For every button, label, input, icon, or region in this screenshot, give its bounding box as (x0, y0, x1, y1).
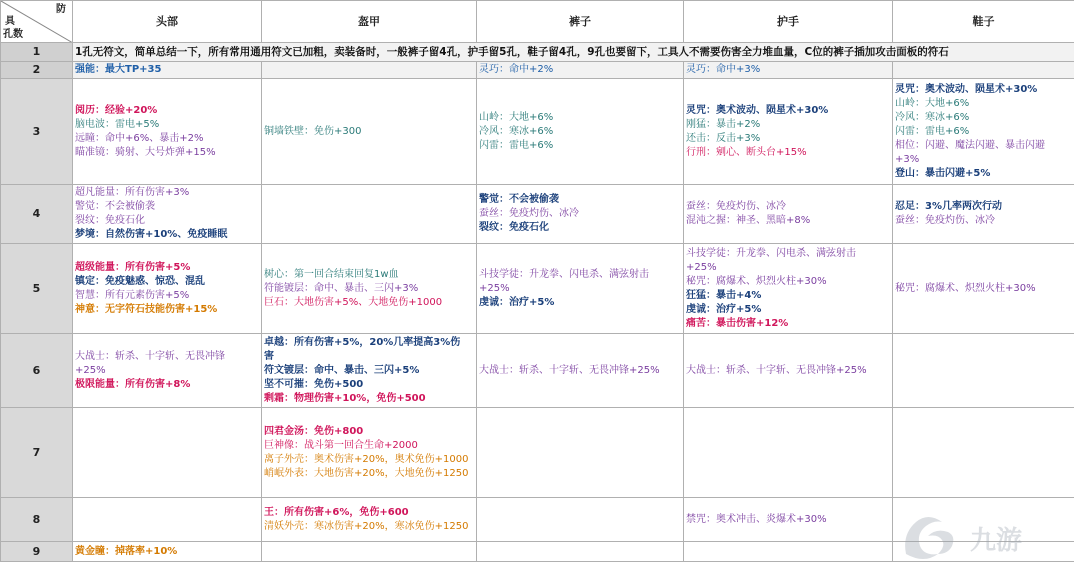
cell-head (73, 408, 262, 498)
cell-shoes (893, 334, 1074, 408)
corner-cell (1, 1, 73, 43)
rune-entry: 山岭：大地+6% (895, 97, 970, 109)
cell-armor (262, 408, 477, 498)
row-number: 2 (1, 62, 73, 79)
rune-entry: 虔诚：治疗+5% (686, 303, 762, 315)
rune-entry: 瞄准镜：骑射、大号炸弹+15% (75, 146, 216, 158)
col-header-head: 头部 (73, 1, 262, 43)
cell-gloves (684, 498, 893, 542)
rune-entry: +25% (479, 282, 510, 294)
table-row (1, 334, 1074, 408)
cell-shoes (893, 408, 1074, 498)
rune-entry: 符文镀层：命中、暴击、三闪+5% (264, 364, 420, 376)
rune-entry: 虔诚：治疗+5% (479, 296, 555, 308)
col-header-gloves: 护手 (684, 1, 893, 43)
rune-entry: 王：所有伤害+6%，免伤+600 (264, 506, 409, 518)
cell-armor (262, 62, 477, 79)
rune-entry: 秘咒：腐爆术、炽烈火柱+30% (686, 275, 827, 287)
table-row (1, 62, 1074, 79)
cell-head (73, 542, 262, 562)
rune-entry: 铜墙铁壁：免伤+300 (264, 125, 362, 137)
rune-entry: 灵巧：命中+2% (479, 64, 554, 75)
col-header-shoes: 鞋子 (893, 1, 1074, 43)
rune-entry: 警觉：不会被偷袭 (479, 194, 559, 205)
rune-entry: +25% (686, 261, 717, 273)
cell-gloves (684, 185, 893, 244)
rune-entry: 灵巧：命中+3% (686, 64, 761, 75)
row-number: 5 (1, 244, 73, 334)
cell-head (73, 244, 262, 334)
col-header-armor: 盔甲 (262, 1, 477, 43)
row-number: 9 (1, 542, 73, 562)
rune-entry: +3% (895, 153, 920, 165)
rune-entry: 远瞳：命中+6%、暴击+2% (75, 132, 204, 144)
rune-entry: 狂猛：暴击+4% (686, 289, 762, 301)
rune-entry: 坚不可摧：免伤+500 (264, 378, 364, 390)
row-number: 7 (1, 408, 73, 498)
rune-entry: 大战士：斩杀、十字斩、无畏冲锋+25% (686, 364, 867, 376)
cell-shoes (893, 244, 1074, 334)
summary-note: 1孔无符文，简单总结一下，所有常用通用符文已加粗，卖装备时，一般裤子留4孔，护手留5孔，鞋子留4孔，9孔也要留下，工具人不需要伤害全力堆血量，C位的裤子插加攻击面板的符石 (73, 43, 1074, 62)
rune-entry: 闪雷：雷电+6% (479, 139, 554, 151)
cell-pants (477, 408, 684, 498)
cell-gloves (684, 542, 893, 562)
rune-entry: 裂纹：免疫石化 (479, 222, 549, 233)
rune-entry: 斗技学徒：升龙拳、闪电杀、满弦射击 (479, 268, 649, 280)
rune-entry: 超级能量：所有伤害+5% (75, 261, 191, 273)
rune-entry: 秘咒：腐爆术、炽烈火柱+30% (895, 282, 1036, 294)
header-row (1, 1, 1074, 43)
rune-entry: 行刑：剜心、断头台+15% (686, 146, 807, 158)
jiuyou-logo-icon (898, 514, 1068, 562)
cell-pants (477, 244, 684, 334)
rune-entry: 刚猛：暴击+2% (686, 118, 761, 130)
cell-armor (262, 185, 477, 244)
rune-entry: 四君金汤：免伤+800 (264, 425, 364, 437)
table-row (1, 408, 1074, 498)
rune-entry: 相位：闪避、魔法闪避、暴击闪避 (895, 139, 1045, 151)
rune-entry: 混沌之握：神圣、黑暗+8% (686, 215, 811, 226)
rune-entry: 黄金瞳：掉落率+10% (75, 545, 178, 557)
rune-entry: 大战士：斩杀、十字斩、无畏冲锋 (75, 350, 225, 362)
cell-pants (477, 185, 684, 244)
row-number: 6 (1, 334, 73, 408)
rune-entry: 斗技学徒：升龙拳、闪电杀、满弦射击 (686, 247, 856, 259)
cell-gloves (684, 408, 893, 498)
rune-entry: 强能：最大TP+35 (75, 64, 162, 75)
rune-entry: 梦境：自然伤害+10%、免疫睡眠 (75, 229, 228, 240)
cell-head (73, 334, 262, 408)
rune-entry: 神意：无字符石技能伤害+15% (75, 303, 218, 315)
rune-entry: 超凡能量：所有伤害+3% (75, 187, 190, 198)
col-header-pants: 裤子 (477, 1, 684, 43)
rune-entry: 峭岷外表：大地伤害+20%，大地免伤+1250 (264, 467, 469, 479)
rune-entry: 蚕丝：免疫灼伤、冰冷 (895, 215, 995, 226)
rune-entry: 害 (264, 350, 274, 362)
rune-entry: 离子外壳：奥术伤害+20%，奥术免伤+1000 (264, 453, 469, 465)
cell-gloves (684, 62, 893, 79)
cell-head (73, 498, 262, 542)
cell-pants (477, 498, 684, 542)
rune-entry: 禁咒：奥术冲击、炎爆术+30% (686, 513, 827, 525)
cell-armor (262, 79, 477, 185)
cell-gloves (684, 244, 893, 334)
table-row (1, 79, 1074, 185)
cell-pants (477, 79, 684, 185)
rune-entry: 山岭：大地+6% (479, 111, 554, 123)
rune-entry: 灵咒：奥术波动、陨星术+30% (686, 104, 829, 116)
row-number: 8 (1, 498, 73, 542)
cell-armor (262, 498, 477, 542)
row-number: 4 (1, 185, 73, 244)
rune-entry: 裂纹：免疫石化 (75, 215, 145, 226)
rune-entry: 冷风：寒冰+6% (895, 111, 970, 123)
rune-entry: 阅历：经验+20% (75, 104, 158, 116)
rune-entry: 灵咒：奥术波动、陨星术+30% (895, 83, 1038, 95)
table-row (1, 185, 1074, 244)
rune-entry: 巨石：大地伤害+5%、大地免伤+1000 (264, 296, 443, 308)
rune-entry: +25% (75, 364, 106, 376)
cell-armor (262, 244, 477, 334)
cell-pants (477, 542, 684, 562)
rune-entry: 清妖外壳：寒冰伤害+20%，寒冰免伤+1250 (264, 520, 469, 532)
rune-entry: 还击：反击+3% (686, 132, 761, 144)
table-row (1, 43, 1074, 62)
cell-head (73, 185, 262, 244)
rune-entry: 符能镀层：命中、暴击、三闪+3% (264, 282, 419, 294)
rune-entry: 卓越：所有伤害+5%，20%几率提高3%伤 (264, 336, 461, 348)
row-number: 1 (1, 43, 73, 62)
row-number: 3 (1, 79, 73, 185)
rune-entry: 蚕丝：免疫灼伤、冰冷 (686, 201, 786, 212)
rune-entry: 冷风：寒冰+6% (479, 125, 554, 137)
rune-entry: 镇定：免疫魅惑、惊恐、混乱 (75, 275, 205, 287)
cell-shoes (893, 185, 1074, 244)
rune-entry: 巨神像：战斗第一回合生命+2000 (264, 439, 418, 451)
cell-gloves (684, 334, 893, 408)
corner-label-left2: 孔数 (3, 29, 23, 40)
rune-entry: 蚕丝：免疫灼伤、冰冷 (479, 208, 579, 219)
rune-entry: 登山：暴击闪避+5% (895, 167, 991, 179)
rune-entry: 大战士：斩杀、十字斩、无畏冲锋+25% (479, 364, 660, 376)
cell-gloves (684, 79, 893, 185)
rune-entry: 智慧：所有元素伤害+5% (75, 289, 190, 301)
cell-armor (262, 334, 477, 408)
rune-entry: 剩霜：物理伤害+10%，免伤+500 (264, 392, 426, 404)
cell-shoes (893, 79, 1074, 185)
cell-shoes (893, 62, 1074, 79)
corner-label-top: 防 (56, 4, 66, 15)
cell-head (73, 79, 262, 185)
corner-label-left1: 具 (5, 16, 15, 27)
rune-entry: 痛苦：暴击伤害+12% (686, 317, 789, 329)
watermark-text: 九游 (970, 526, 1023, 556)
rune-entry: 树心：第一回合结束回复1w血 (264, 268, 399, 280)
cell-pants (477, 334, 684, 408)
rune-entry: 警觉：不会被偷袭 (75, 201, 155, 212)
table-row (1, 244, 1074, 334)
cell-armor (262, 542, 477, 562)
cell-pants (477, 62, 684, 79)
rune-entry: 脑电波：雷电+5% (75, 118, 160, 130)
rune-entry: 极限能量：所有伤害+8% (75, 378, 191, 390)
cell-head (73, 62, 262, 79)
rune-entry: 忍足：3%几率两次行动 (895, 201, 1002, 212)
rune-entry: 闪雷：雷电+6% (895, 125, 970, 137)
